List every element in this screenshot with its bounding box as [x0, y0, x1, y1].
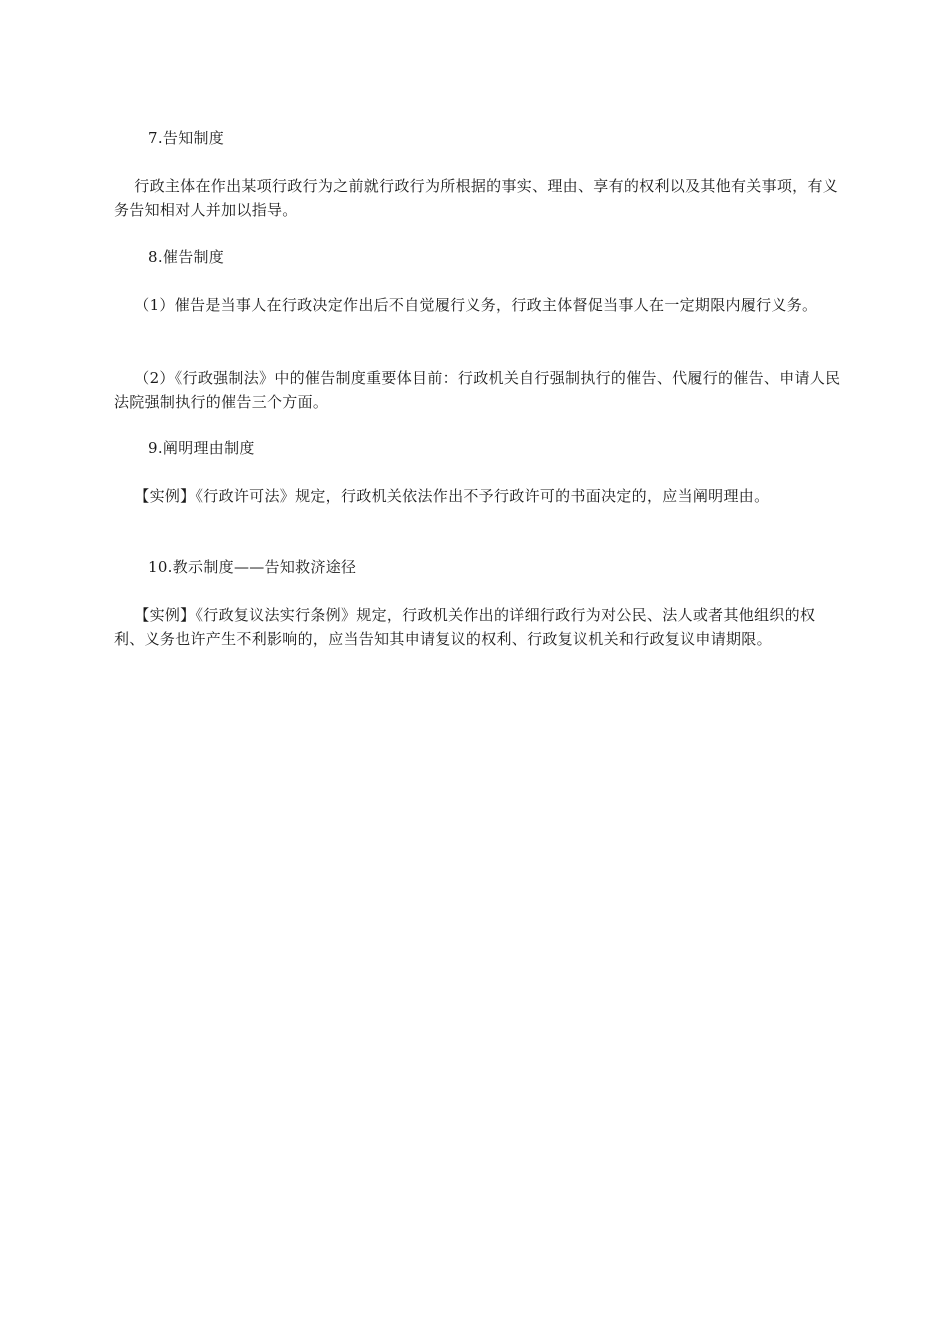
section-8-paragraph-2: （2）《行政强制法》中的催告制度重要体目前：行政机关自行强制执行的催告、代履行的催告、申请人民法院强制执行的催告三个方面。: [114, 369, 841, 411]
section-heading-8: 8.催告制度: [148, 248, 225, 266]
section-7-paragraph: 行政主体在作出某项行政行为之前就行政行为所根据的事实、理由、享有的权利以及其他有关事项，有义务告知相对人并加以指导。: [114, 177, 839, 219]
section-heading-7: 7.告知制度: [148, 129, 225, 147]
section-heading-9: 9.阐明理由制度: [148, 439, 255, 457]
section-8-paragraph-1: （1）催告是当事人在行政决定作出后不自觉履行义务，行政主体督促当事人在一定期限内履行义务。: [114, 296, 818, 314]
section-heading-10: 10.教示制度——告知救济途径: [148, 558, 357, 576]
section-9-paragraph: 【实例】《行政许可法》规定，行政机关依法作出不予行政许可的书面决定的，应当阐明理由。: [114, 487, 770, 505]
section-10-paragraph: 【实例】《行政复议法实行条例》规定，行政机关作出的详细行政行为对公民、法人或者其他组织的权利、义务也许产生不利影响的，应当告知其申请复议的权利、行政复议机关和行政复议申请期限。: [114, 606, 816, 648]
